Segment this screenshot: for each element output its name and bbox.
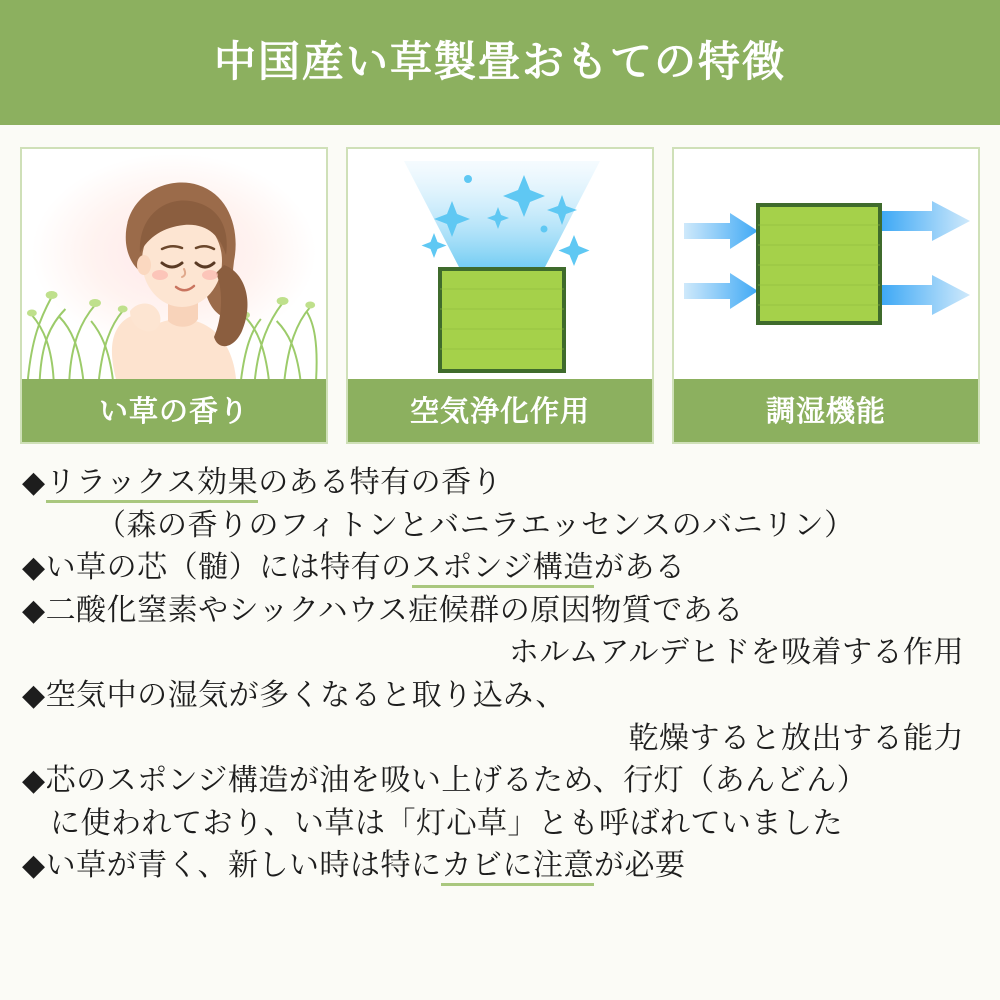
feature-text: がある: [593, 551, 686, 585]
feature-line: [22, 718, 982, 761]
feature-list: [0, 444, 1000, 888]
humidity-arrows-icon: [674, 149, 978, 379]
feature-text: 空気中の湿気が多くなると取り込み、: [45, 678, 566, 712]
feature-card-air: [346, 147, 654, 444]
bullet-marker: ◆: [22, 466, 46, 499]
air-purify-illustration: [348, 149, 652, 379]
feature-line: [22, 845, 982, 888]
feature-card-humidity: [672, 147, 980, 444]
feature-text: 乾燥すると放出する能力: [628, 721, 964, 755]
feature-line: [22, 803, 982, 846]
humidity-illustration: [674, 149, 978, 379]
feature-text: （森の香りのフィトンとバニラエッセンスのバニリン）: [96, 508, 855, 542]
card-caption-humidity: 調湿機能: [674, 379, 978, 442]
air-flow-icon: [348, 149, 652, 379]
feature-text: ホルムアルデヒドを吸着する作用: [508, 636, 964, 670]
header-banner: [0, 0, 1000, 125]
feature-line: [22, 675, 982, 718]
page-title: 中国産い草製畳おもての特徴: [213, 38, 786, 86]
feature-text: に使われており、い草は「灯心草」とも呼ばれていました: [50, 806, 843, 840]
bullet-marker: ◆: [22, 764, 46, 798]
card-caption-scent: い草の香り: [22, 379, 326, 442]
feature-highlight: リラックス効果: [46, 466, 259, 503]
bullet-marker: ◆: [22, 678, 46, 712]
scent-illustration: [22, 149, 326, 379]
feature-line: [22, 590, 982, 633]
feature-text: 二酸化窒素やシックハウス症候群の原因物質である: [45, 593, 744, 627]
feature-text: い草が青く、新しい時は特に: [45, 849, 442, 883]
feature-line: [22, 760, 982, 803]
bullet-marker: ◆: [22, 849, 46, 883]
bullet-marker: ◆: [22, 551, 46, 585]
feature-text: 芯のスポンジ構造が油を吸い上げるため、行灯（あんどん）: [45, 764, 868, 798]
woman-illustration: [64, 169, 284, 379]
feature-card-row: [0, 125, 1000, 444]
feature-text: が必要: [593, 849, 686, 883]
feature-text: い草の芯（髄）には特有の: [45, 551, 412, 585]
feature-card-scent: [20, 147, 328, 444]
card-caption-air: 空気浄化作用: [348, 379, 652, 442]
feature-line: [22, 505, 982, 548]
bullet-marker: ◆: [22, 593, 46, 627]
feature-text: のある特有の香り: [258, 466, 503, 499]
feature-highlight: カビに注意: [441, 849, 594, 886]
feature-line: [22, 547, 982, 590]
feature-line: [22, 462, 982, 505]
feature-line: [22, 632, 982, 675]
feature-highlight: スポンジ構造: [412, 551, 594, 588]
